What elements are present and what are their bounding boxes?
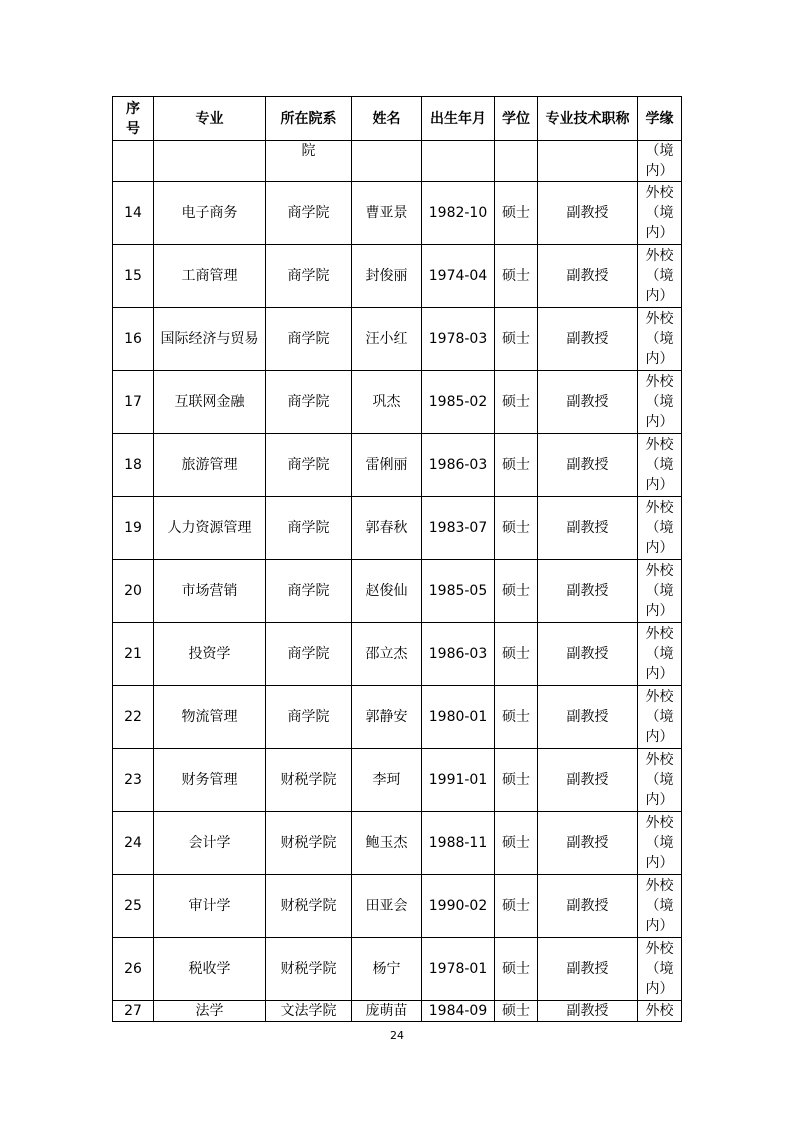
- cell-origin: [638, 812, 682, 875]
- cell-origin: 外校: [638, 1001, 682, 1022]
- cell-degree: 硕士: [495, 182, 538, 245]
- table-row: [113, 434, 682, 497]
- cell-name: 庞萌苗: [352, 1001, 422, 1022]
- origin-line: 外校: [645, 626, 674, 642]
- cell-seq: 21: [113, 623, 154, 686]
- cell-seq: 15: [113, 245, 154, 308]
- cell-dept: 院: [266, 141, 352, 182]
- cell-birth: 1974-04: [422, 245, 495, 308]
- header-title: 专业技术职称: [538, 97, 638, 141]
- header-origin: 学缘: [638, 97, 682, 141]
- cell-name: 雷俐丽: [352, 434, 422, 497]
- cell-degree: 硕士: [495, 371, 538, 434]
- origin-line: 内）: [645, 477, 674, 493]
- table-row: [113, 749, 682, 812]
- cell-dept: 商学院: [266, 182, 352, 245]
- cell-origin: [638, 938, 682, 1001]
- origin-line: （境: [645, 268, 674, 284]
- origin-line: 内）: [645, 351, 674, 367]
- cell-birth: 1991-01: [422, 749, 495, 812]
- origin-line: 外校: [645, 248, 674, 264]
- cell-degree: [495, 141, 538, 182]
- table-row: [113, 560, 682, 623]
- cell-major: 投资学: [154, 623, 266, 686]
- cell-degree: 硕士: [495, 560, 538, 623]
- origin-line: （境: [645, 646, 674, 662]
- table-row: [113, 182, 682, 245]
- origin-line: 外校: [645, 374, 674, 390]
- table-row: [113, 245, 682, 308]
- cell-dept: 财税学院: [266, 875, 352, 938]
- origin-line: （境: [645, 394, 674, 410]
- cell-name: 汪小红: [352, 308, 422, 371]
- cell-degree: 硕士: [495, 623, 538, 686]
- cell-seq: 16: [113, 308, 154, 371]
- cell-title: 副教授: [538, 875, 638, 938]
- cell-title: 副教授: [538, 686, 638, 749]
- cell-degree: 硕士: [495, 497, 538, 560]
- cell-name: 曹亚景: [352, 182, 422, 245]
- origin-line: 内）: [645, 603, 674, 619]
- cell-major: 财务管理: [154, 749, 266, 812]
- cell-dept: 财税学院: [266, 938, 352, 1001]
- cell-birth: 1986-03: [422, 434, 495, 497]
- cell-name: 巩杰: [352, 371, 422, 434]
- cell-name: 赵俊仙: [352, 560, 422, 623]
- cell-origin: [638, 686, 682, 749]
- cell-major: 互联网金融: [154, 371, 266, 434]
- cell-dept: 财税学院: [266, 812, 352, 875]
- table-row: [113, 371, 682, 434]
- cell-title: 副教授: [538, 938, 638, 1001]
- cell-birth: 1983-07: [422, 497, 495, 560]
- cell-dept: 商学院: [266, 560, 352, 623]
- cell-birth: 1986-03: [422, 623, 495, 686]
- cell-birth: 1985-05: [422, 560, 495, 623]
- table-row: [113, 497, 682, 560]
- cell-birth: 1978-01: [422, 938, 495, 1001]
- origin-line: 外校: [645, 878, 674, 894]
- origin-line: 外校: [645, 500, 674, 516]
- cell-seq: 27: [113, 1001, 154, 1022]
- origin-line: 内）: [645, 666, 674, 682]
- cell-origin: [638, 749, 682, 812]
- table-row: [113, 875, 682, 938]
- cell-seq: 20: [113, 560, 154, 623]
- origin-line: （境: [645, 583, 674, 599]
- cell-dept: 商学院: [266, 245, 352, 308]
- cell-dept: 文法学院: [266, 1001, 352, 1022]
- cell-seq: 23: [113, 749, 154, 812]
- cell-major: 会计学: [154, 812, 266, 875]
- cell-origin: [638, 182, 682, 245]
- cell-degree: 硕士: [495, 938, 538, 1001]
- cell-origin: [638, 245, 682, 308]
- origin-line: 内）: [645, 918, 674, 934]
- cell-dept: 财税学院: [266, 749, 352, 812]
- origin-line: 内）: [645, 792, 674, 808]
- origin-line: （境: [645, 520, 674, 536]
- header-major: 专业: [154, 97, 266, 141]
- cell-title: 副教授: [538, 812, 638, 875]
- header-birth: 出生年月: [422, 97, 495, 141]
- cell-major: 税收学: [154, 938, 266, 1001]
- cell-name: 郭静安: [352, 686, 422, 749]
- cell-dept: 商学院: [266, 308, 352, 371]
- header-dept: 所在院系: [266, 97, 352, 141]
- origin-line: 内）: [645, 414, 674, 430]
- header-name: 姓名: [352, 97, 422, 141]
- cell-major: 旅游管理: [154, 434, 266, 497]
- table-row: [113, 623, 682, 686]
- cell-birth: 1982-10: [422, 182, 495, 245]
- origin-line: 内）: [645, 225, 674, 241]
- cell-seq: 19: [113, 497, 154, 560]
- cell-major: 国际经济与贸易: [154, 308, 266, 371]
- origin-line: （境: [645, 898, 674, 914]
- cell-birth: 1980-01: [422, 686, 495, 749]
- cell-major: 人力资源管理: [154, 497, 266, 560]
- header-row: [113, 97, 682, 141]
- cell-birth: 1984-09: [422, 1001, 495, 1022]
- header-degree: 学位: [495, 97, 538, 141]
- table-row: [113, 308, 682, 371]
- cell-degree: 硕士: [495, 749, 538, 812]
- table-row: [113, 686, 682, 749]
- cell-major: 物流管理: [154, 686, 266, 749]
- origin-line: （境: [645, 772, 674, 788]
- cell-name: 李珂: [352, 749, 422, 812]
- origin-line: （境: [645, 457, 674, 473]
- cell-origin: [638, 434, 682, 497]
- continuation-row: [113, 141, 682, 182]
- cell-major: 法学: [154, 1001, 266, 1022]
- cell-seq: 25: [113, 875, 154, 938]
- cell-dept: 商学院: [266, 371, 352, 434]
- cell-degree: 硕士: [495, 686, 538, 749]
- origin-line: （境: [645, 709, 674, 725]
- cell-seq: [113, 141, 154, 182]
- cell-dept: 商学院: [266, 623, 352, 686]
- origin-line: （境: [645, 961, 674, 977]
- cell-title: [538, 141, 638, 182]
- cell-name: 封俊丽: [352, 245, 422, 308]
- table-row: [113, 812, 682, 875]
- cell-origin: [638, 371, 682, 434]
- cell-seq: 14: [113, 182, 154, 245]
- cell-origin: [638, 308, 682, 371]
- origin-line: 外校: [645, 563, 674, 579]
- cell-degree: 硕士: [495, 245, 538, 308]
- cell-title: 副教授: [538, 308, 638, 371]
- origin-line: （境: [645, 835, 674, 851]
- cell-birth: [422, 141, 495, 182]
- cell-name: 田亚会: [352, 875, 422, 938]
- cell-origin: [638, 875, 682, 938]
- cell-title: 副教授: [538, 371, 638, 434]
- cell-birth: 1978-03: [422, 308, 495, 371]
- cell-dept: 商学院: [266, 497, 352, 560]
- cell-birth: 1990-02: [422, 875, 495, 938]
- cell-name: [352, 141, 422, 182]
- cell-title: 副教授: [538, 497, 638, 560]
- cell-title: 副教授: [538, 245, 638, 308]
- origin-line: 外校: [645, 185, 674, 201]
- cell-degree: 硕士: [495, 434, 538, 497]
- cell-title: 副教授: [538, 623, 638, 686]
- page-number: 24: [390, 1029, 404, 1042]
- cell-seq: 22: [113, 686, 154, 749]
- origin-line: 内）: [645, 729, 674, 745]
- cell-title: 副教授: [538, 560, 638, 623]
- cell-title: 副教授: [538, 182, 638, 245]
- cell-name: 杨宁: [352, 938, 422, 1001]
- cell-origin: [638, 560, 682, 623]
- cell-birth: 1988-11: [422, 812, 495, 875]
- cell-degree: 硕士: [495, 812, 538, 875]
- cell-origin: [638, 623, 682, 686]
- cell-title: 副教授: [538, 434, 638, 497]
- cell-title: 副教授: [538, 1001, 638, 1022]
- cell-seq: 18: [113, 434, 154, 497]
- cell-origin: [638, 141, 682, 182]
- cell-major: 工商管理: [154, 245, 266, 308]
- cell-birth: 1985-02: [422, 371, 495, 434]
- cell-seq: 17: [113, 371, 154, 434]
- origin-line: 内）: [645, 288, 674, 304]
- origin-line: 内）: [645, 163, 674, 179]
- origin-line: 外校: [645, 941, 674, 957]
- cell-seq: 24: [113, 812, 154, 875]
- origin-line: 内）: [645, 540, 674, 556]
- origin-line: （境: [645, 331, 674, 347]
- cell-title: 副教授: [538, 749, 638, 812]
- cell-major: 市场营销: [154, 560, 266, 623]
- cell-origin: [638, 497, 682, 560]
- origin-line: （境: [645, 205, 674, 221]
- cell-name: 鲍玉杰: [352, 812, 422, 875]
- cell-dept: 商学院: [266, 434, 352, 497]
- origin-line: （境: [645, 143, 674, 159]
- cell-seq: 26: [113, 938, 154, 1001]
- cell-major: [154, 141, 266, 182]
- cell-degree: 硕士: [495, 308, 538, 371]
- origin-line: 外校: [645, 752, 674, 768]
- cell-degree: 硕士: [495, 1001, 538, 1022]
- cell-major: 电子商务: [154, 182, 266, 245]
- header-seq: 序号: [113, 97, 154, 141]
- cell-major: 审计学: [154, 875, 266, 938]
- origin-line: 外校: [645, 437, 674, 453]
- faculty-table: [112, 96, 682, 1022]
- cell-degree: 硕士: [495, 875, 538, 938]
- origin-line: 外校: [645, 689, 674, 705]
- origin-line: 内）: [645, 855, 674, 871]
- cell-dept: 商学院: [266, 686, 352, 749]
- origin-line: 外校: [645, 311, 674, 327]
- cell-name: 邵立杰: [352, 623, 422, 686]
- origin-line: 外校: [645, 815, 674, 831]
- cell-name: 郭春秋: [352, 497, 422, 560]
- origin-line: 内）: [645, 981, 674, 997]
- table-row: [113, 1001, 682, 1022]
- table-row: [113, 938, 682, 1001]
